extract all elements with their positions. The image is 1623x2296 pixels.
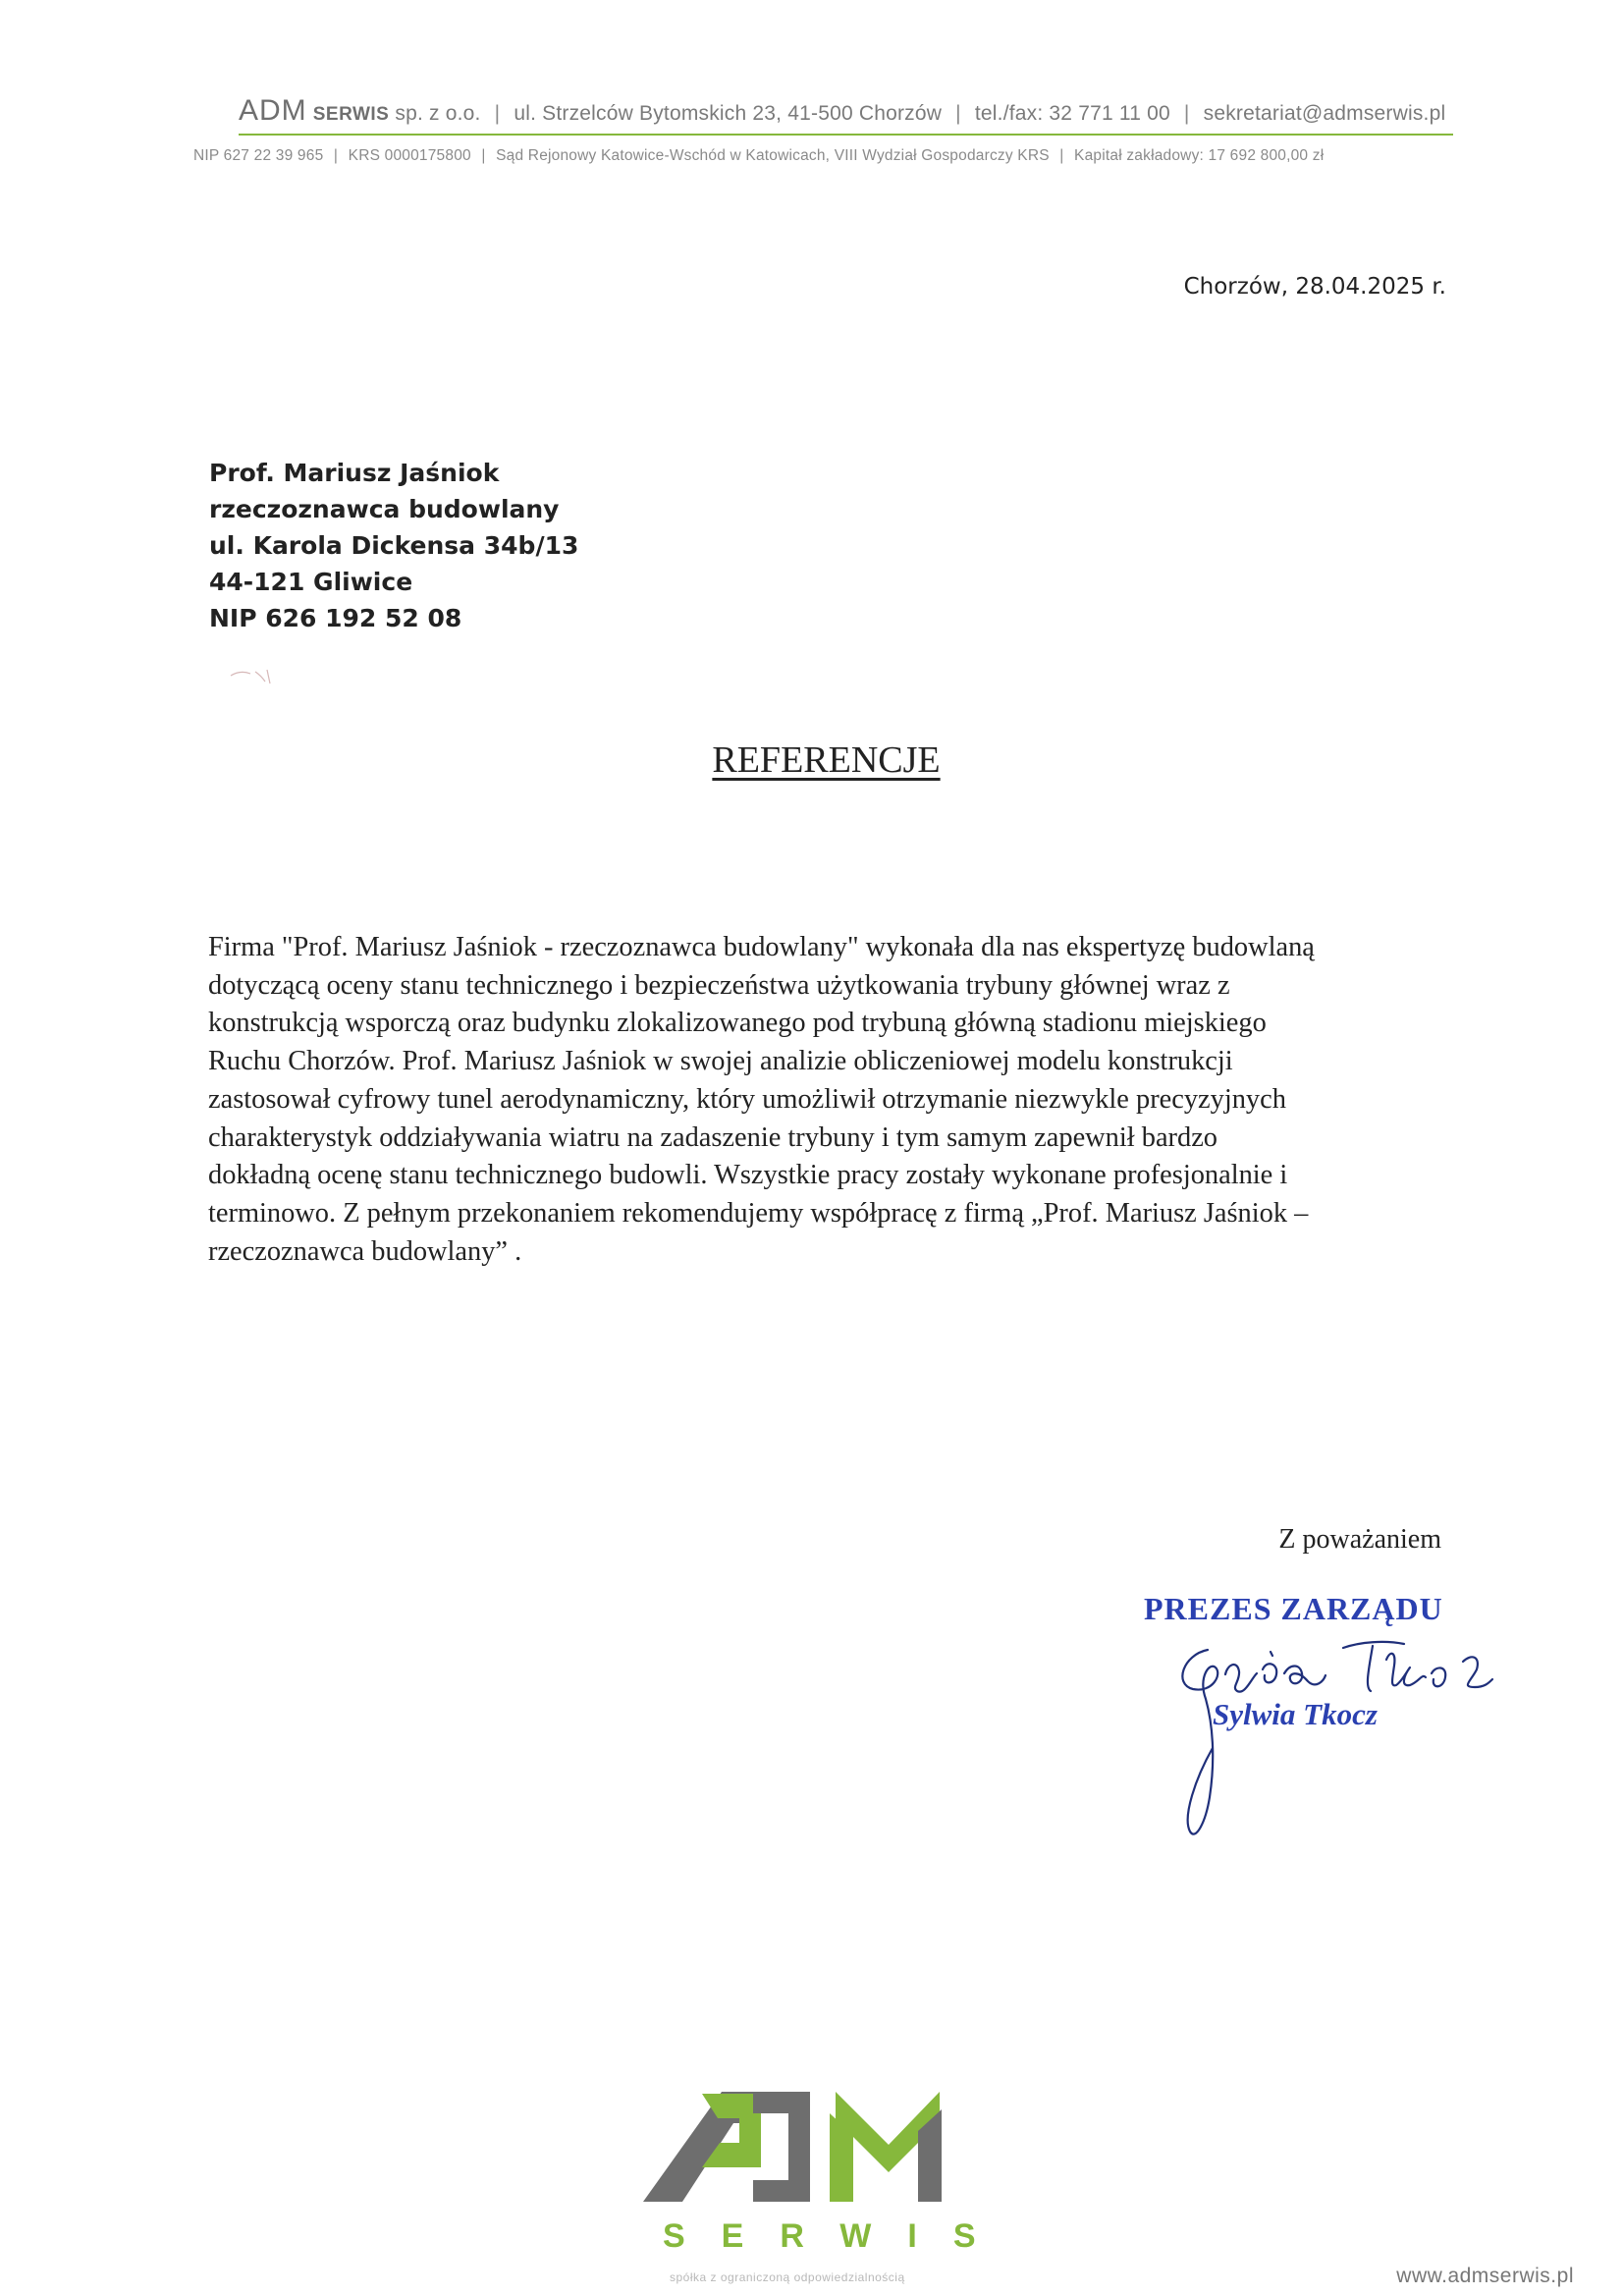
date-line: Chorzów, 28.04.2025 r. (1183, 274, 1446, 300)
recipient-title: rzeczoznawca budowlany (209, 495, 560, 523)
closing-salutation: Z poważaniem (1278, 1524, 1441, 1555)
logo-subtitle: SERWIS (663, 2217, 1012, 2255)
document-title (0, 738, 1623, 782)
body-line: dotyczącą oceny stanu technicznego i bezpieczeństwa użytkowania trybuny głównej wraz z (208, 969, 1230, 1001)
body-line: charakterystyk oddziaływania wiatru na zadaszenie trybuny i tym samym zapewnił bardzo (208, 1121, 1217, 1153)
stamp-name: Sylwia Tkocz (1213, 1697, 1378, 1731)
letterhead-capital: Kapitał zakładowy: 17 692 800,00 zł (1074, 147, 1325, 164)
footer-website: www.admserwis.pl (1396, 2265, 1574, 2287)
letterhead-krs: KRS 0000175800 (348, 147, 471, 164)
letterhead-contact-line: ADM SERWIS sp. z o.o. | ul. Strzelców Bytomskich 23, 41-500 Chorzów | tel./fax: 32 771 11 00 | sekretariat@admserwis.pl (239, 94, 1446, 127)
letterhead-email: sekretariat@admserwis.pl (1203, 102, 1446, 125)
body-line: terminowo. Z pełnym przekonaniem rekomendujemy współpracę z firmą „Prof. Mariusz Jaśniok – (208, 1197, 1309, 1229)
handwritten-signature (1168, 1630, 1512, 1856)
letterhead-company-form: sp. z o.o. (395, 102, 481, 125)
document-title-text: REFERENCJE (712, 739, 941, 781)
letterhead-registry-line: NIP 627 22 39 965 | KRS 0000175800 | Sąd Rejonowy Katowice-Wschód w Katowicach, VIII Wydział Gospodarczy KRS | Kapitał zakładowy: 17 692 800,00 zł (193, 147, 1325, 164)
body-line: konstrukcją wsporczą oraz budynku zlokalizowanego pod trybuną główną stadionu miejskiego (208, 1008, 1267, 1039)
letterhead-brand-sub: SERWIS (312, 104, 390, 125)
letterhead-nip: NIP 627 22 39 965 (193, 147, 324, 164)
logo-tagline: spółka z ograniczoną odpowiedzialnością (670, 2270, 905, 2284)
stamp-role: PREZES ZARZĄDU (1144, 1591, 1443, 1626)
body-line: zastosował cyfrowy tunel aerodynamiczny, który umożliwił otrzymanie niezwykle precyzyjnych (208, 1083, 1286, 1115)
letterhead-divider (239, 134, 1453, 136)
letterhead-phone: tel./fax: 32 771 11 00 (974, 102, 1170, 125)
recipient-nip: NIP 626 192 52 08 (209, 604, 462, 632)
body-paragraph (208, 929, 1435, 1271)
body-line: rzeczoznawca budowlany” . (208, 1235, 522, 1267)
recipient-name: Prof. Mariusz Jaśniok (209, 459, 500, 487)
body-line: dokładną ocenę stanu technicznego budowli. Wszystkie pracy zostały wykonane profesjonalnie i (208, 1160, 1288, 1191)
company-logo (643, 2074, 999, 2221)
body-line: Ruchu Chorzów. Prof. Mariusz Jaśniok w swojej analizie obliczeniowej modelu konstrukcji (208, 1046, 1233, 1077)
recipient-city: 44-121 Gliwice (209, 568, 413, 596)
scan-specks (226, 664, 304, 693)
letterhead-brand: ADM (239, 94, 307, 127)
recipient-street: ul. Karola Dickensa 34b/13 (209, 531, 579, 560)
letterhead-address: ul. Strzelców Bytomskich 23, 41-500 Chorzów (514, 102, 943, 125)
body-line: Firma "Prof. Mariusz Jaśniok - rzeczoznawca budowlany" wykonała dla nas ekspertyzę budowlaną (208, 932, 1315, 962)
letterhead-court: Sąd Rejonowy Katowice-Wschód w Katowicach, VIII Wydział Gospodarczy KRS (496, 147, 1050, 164)
recipient-block (209, 455, 578, 636)
